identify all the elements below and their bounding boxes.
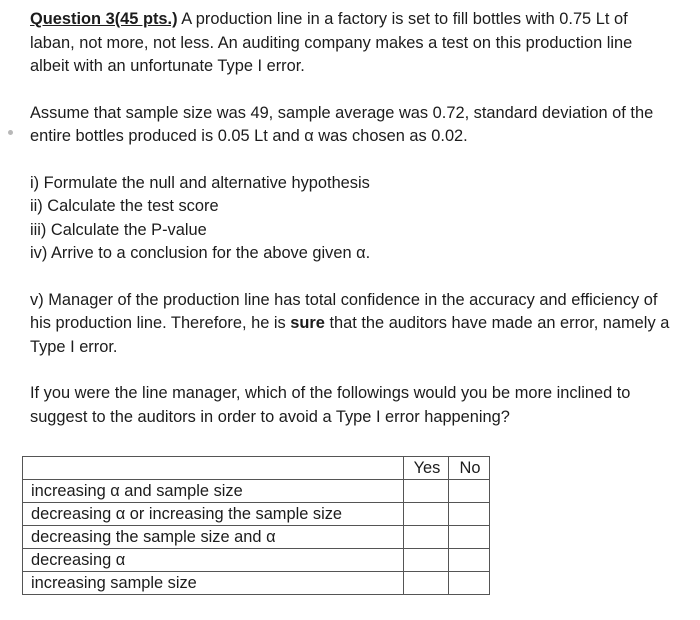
question-intro (30, 8, 670, 79)
task-item: ii) Calculate the test score (30, 197, 219, 215)
header-no: No (449, 457, 490, 480)
table-row (23, 526, 490, 549)
yes-cell[interactable] (404, 549, 449, 572)
option-label: decreasing α (23, 549, 404, 572)
no-cell[interactable] (449, 549, 490, 572)
option-label: increasing α and sample size (23, 480, 404, 503)
yes-cell[interactable] (404, 526, 449, 549)
closing-question: If you were the line manager, which of the followings would you be more inclined to suggest to the auditors in order to avoid a Type I error happening? (30, 384, 631, 426)
part-v-bold-word: sure (290, 314, 325, 332)
table-header-row (23, 457, 490, 480)
option-label: decreasing α or increasing the sample size (23, 503, 404, 526)
yes-cell[interactable] (404, 480, 449, 503)
question-document (30, 8, 670, 429)
part-v-paragraph (30, 289, 670, 360)
task-item: iv) Arrive to a conclusion for the above given α. (30, 244, 371, 262)
question-intro-text: A production line in a factory is set to fill bottles with 0.75 Lt of laban, not more, not less. An auditing company makes a test on this production line albeit with an unfortunate Type I error. (30, 10, 633, 75)
option-label: increasing sample size (23, 572, 404, 595)
no-cell[interactable] (449, 480, 490, 503)
options-table (22, 456, 490, 595)
part-v-text-a: v) Manager of the production line has total confidence in the accuracy and efficiency of his production line. Therefore, he is (30, 290, 658, 332)
table-row (23, 503, 490, 526)
no-cell[interactable] (449, 503, 490, 526)
header-blank-cell (23, 457, 404, 480)
yes-cell[interactable] (404, 572, 449, 595)
decorative-dot (8, 130, 13, 135)
table-row (23, 480, 490, 503)
part-v-text-b: that the auditors have made an error, namely a Type I error. (30, 314, 670, 356)
header-yes: Yes (404, 457, 449, 480)
question-heading: Question 3(45 pts.) (30, 10, 178, 28)
assumption-paragraph: Assume that sample size was 49, sample average was 0.72, standard deviation of the entire bottles produced is 0.05 Lt and α was chosen as 0.02. (30, 103, 654, 145)
no-cell[interactable] (449, 526, 490, 549)
task-item: i) Formulate the null and alternative hypothesis (30, 173, 370, 192)
task-item: iii) Calculate the P-value (30, 220, 207, 239)
option-label: decreasing the sample size and α (23, 526, 404, 549)
table-row (23, 549, 490, 572)
yes-cell[interactable] (404, 503, 449, 526)
table-row (23, 572, 490, 595)
no-cell[interactable] (449, 572, 490, 595)
